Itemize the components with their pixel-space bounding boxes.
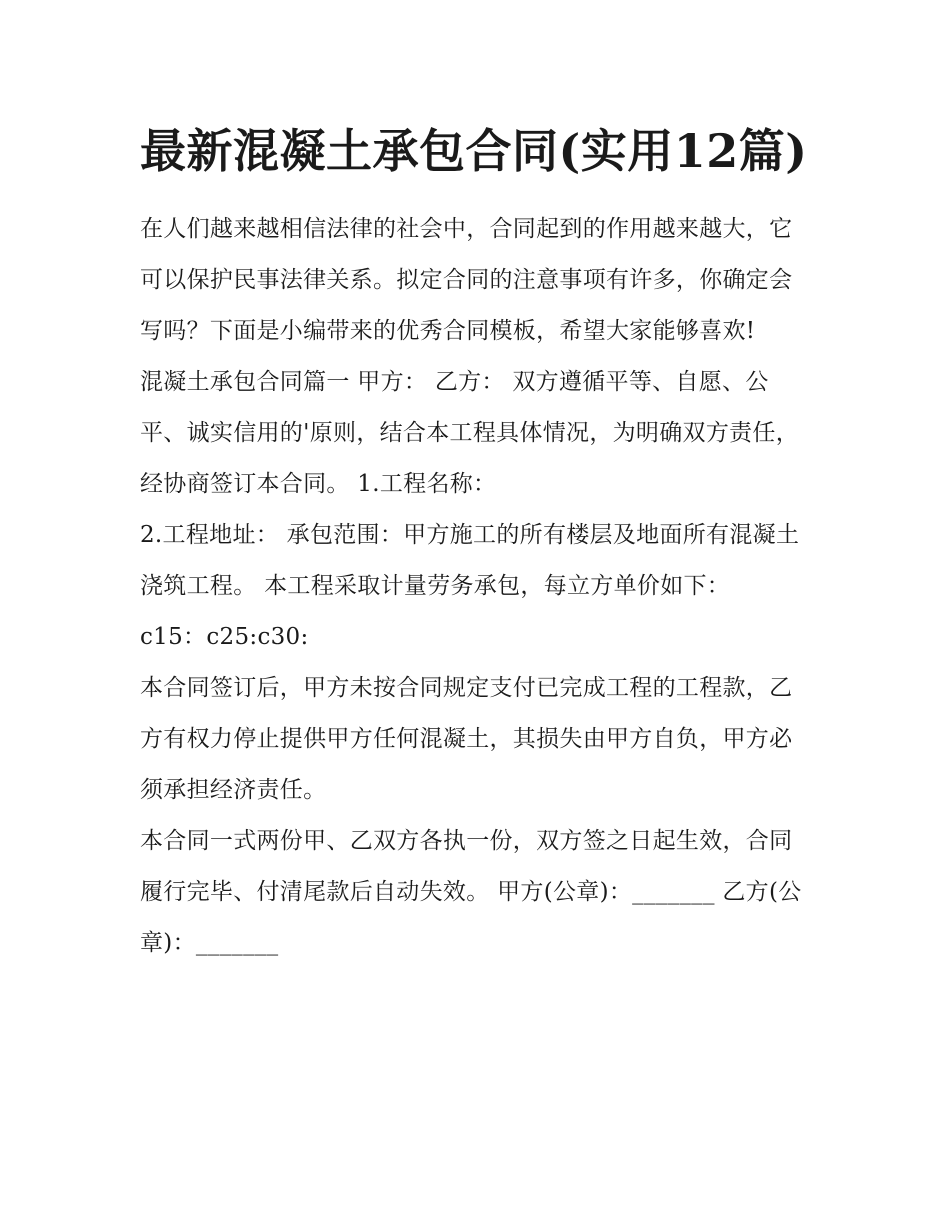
payment-terms-paragraph: 本合同签订后，甲方未按合同规定支付已完成工程的工程款，乙方有权力停止提供甲方任何混凝土，其损失由甲方自负，甲方必须承担经济责任。	[140, 675, 793, 803]
document-page	[140, 112, 812, 969]
intro-paragraph: 在人们越来越相信法律的社会中，合同起到的作用越来越大，它可以保护民事法律关系。拟定合同的注意事项有许多，你确定会写吗？下面是小编带来的优秀合同模板，希望大家能够喜欢!	[140, 216, 793, 344]
document-title: 最新混凝土承包合同(实用12篇)	[140, 124, 808, 178]
signature-paragraph: 本合同一式两份甲、乙双方各执一份，双方签之日起生效，合同履行完毕、付清尾款后自动失效。 甲方(公章)：_______ 乙方(公章)：_______	[140, 828, 802, 956]
unit-price-paragraph: c15：c25:c30:	[140, 624, 309, 650]
project-address-paragraph: 2.工程地址： 承包范围：甲方施工的所有楼层及地面所有混凝土浇筑工程。 本工程采取计量劳务承包，每立方单价如下：	[140, 522, 800, 599]
contract-parties-paragraph: 混凝土承包合同篇一 甲方： 乙方： 双方遵循平等、自愿、公平、诚实信用的'原则，结合本工程具体情况，为明确双方责任，经协商签订本合同。 1.工程名称：	[140, 369, 800, 497]
